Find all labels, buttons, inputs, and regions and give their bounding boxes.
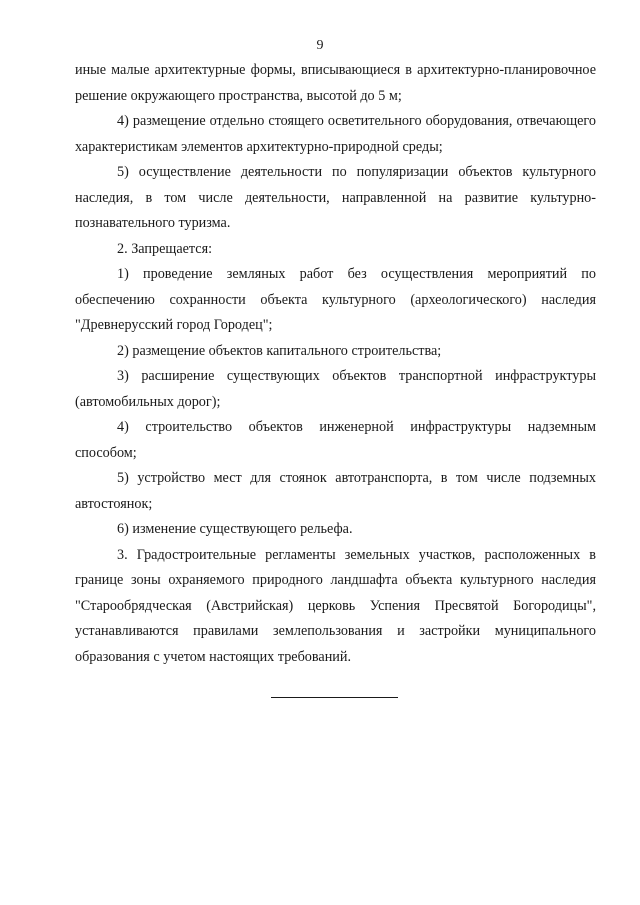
paragraph-prohibited-4: 4) строительство объектов инженерной инфраструктуры надземным способом;	[75, 419, 596, 461]
paragraph-prohibited-3: 3) расширение существующих объектов транспортной инфраструктуры (автомобильных дорог);	[75, 368, 596, 410]
section-heading-2: 2. Запрещается:	[117, 240, 213, 257]
end-separator-line	[271, 697, 398, 698]
paragraph-item-4: 4) размещение отдельно стоящего осветительного оборудования, отвечающего характеристикам элементов архитектурно-природной среды;	[75, 113, 596, 155]
paragraph-section-3: 3. Градостроительные регламенты земельных участков, расположенных в границе зоны охраняемого природного ландшафта объекта культурного наследия "Старообрядческая (Австрийская) церковь Успения Пресвятой Богородицы", устанавливаются правилами землепользования и застройки муниципального образования с учетом настоящих требований.	[75, 546, 596, 665]
page-number: 9	[316, 38, 324, 53]
paragraph-prohibited-1: 1) проведение земляных работ без осуществления мероприятий по обеспечению сохранности объекта культурного (археологического) наследия "Древнерусский город Городец";	[75, 266, 596, 333]
paragraph-prohibited-6: 6) изменение существующего рельефа.	[117, 521, 353, 537]
paragraph-prohibited-5: 5) устройство мест для стоянок автотранспорта, в том числе подземных автостоянок;	[75, 470, 596, 512]
paragraph-continuation: иные малые архитектурные формы, вписывающиеся в архитектурно-планировочное решение окружающего пространства, высотой до 5 м;	[75, 62, 596, 104]
paragraph-item-5: 5) осуществление деятельности по популяризации объектов культурного наследия, в том числе деятельности, направленной на развитие культурно-познавательного туризма.	[75, 164, 596, 231]
paragraph-prohibited-2: 2) размещение объектов капитального строительства;	[117, 342, 442, 359]
document-body	[75, 58, 596, 670]
